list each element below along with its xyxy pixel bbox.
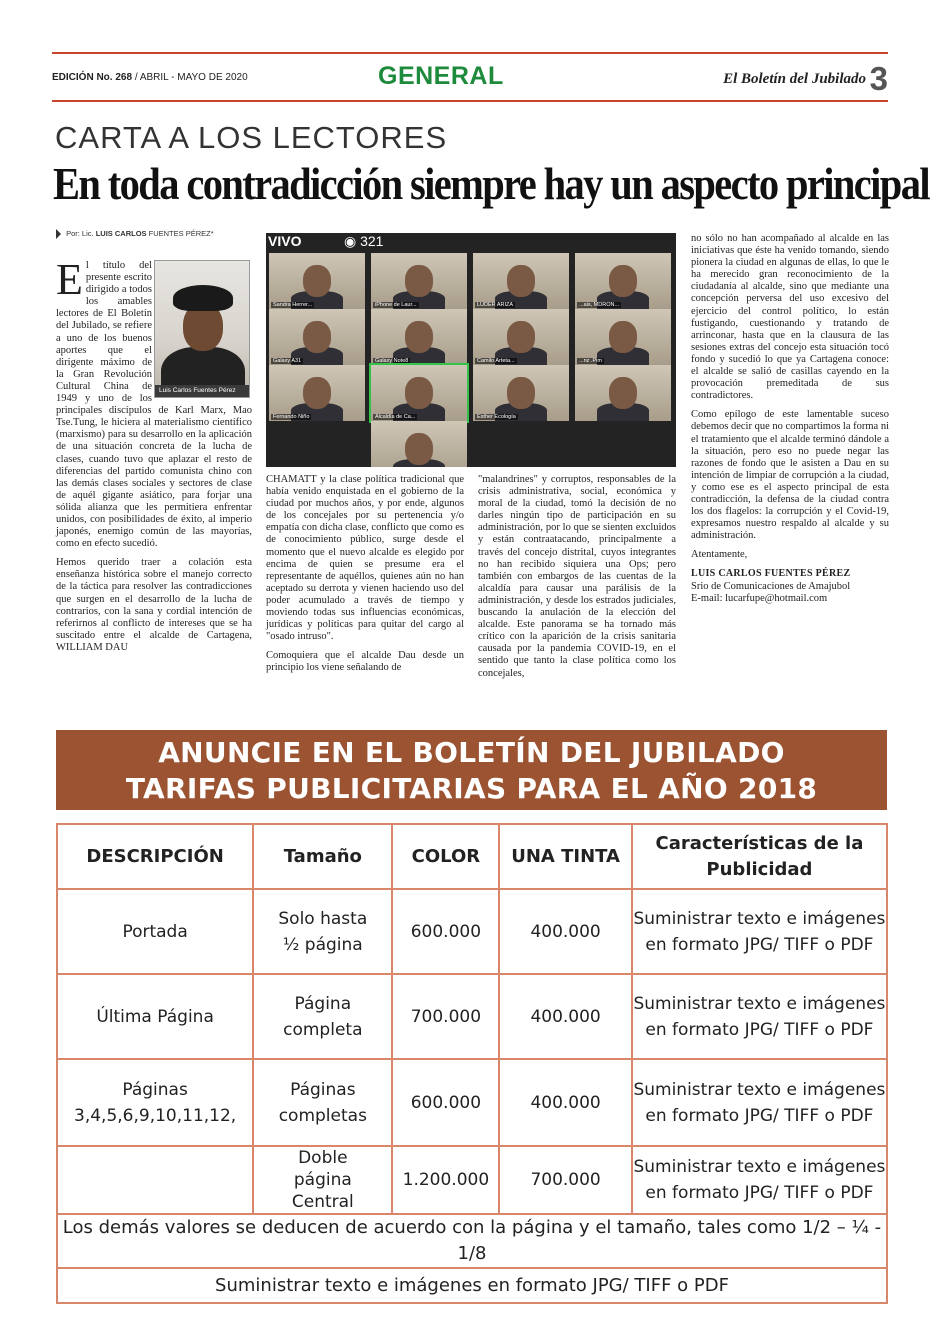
participant-name: Sandra Herrer... xyxy=(273,302,313,308)
video-tile xyxy=(473,253,569,309)
byline-rest: FUENTES PÉREZ* xyxy=(148,229,214,238)
masthead: El Boletín del Jubilado xyxy=(723,71,866,87)
table-note-2: Suministrar texto e imágenes en formato JPG/ TIFF o PDF xyxy=(57,1268,887,1303)
row-size: Página completa xyxy=(253,974,392,1059)
page-number: 3 xyxy=(869,60,888,97)
row-color-price: 700.000 xyxy=(392,974,499,1059)
header-rule xyxy=(52,100,888,102)
video-tile xyxy=(371,365,467,421)
participant-name: LUDER ARIZA xyxy=(477,302,514,308)
top-rule xyxy=(52,52,888,54)
table-note-row xyxy=(57,1268,887,1303)
video-tile xyxy=(473,365,569,421)
row-color-price: 1.200.000 xyxy=(392,1146,499,1214)
header-one-ink: UNA TINTA xyxy=(499,824,632,889)
participant-name: Camilo Arteta... xyxy=(477,358,515,364)
row-one-ink-price: 400.000 xyxy=(499,1059,632,1146)
row-size: Doble página Central xyxy=(253,1146,392,1214)
closing: Atentamente, xyxy=(691,549,748,561)
video-tile xyxy=(575,309,671,365)
article-column-4 xyxy=(691,233,889,605)
col1-paragraph-2: Hemos querido traer a colación esta enseñanza histórica sobre el manejo correcto de la táctica para resolver las contradicciones que surgen en el desarrollo de la lucha de contrarios, con la sana y cordial intención de referirnos al conflicto de intereses que se ha suscitado entre el alcalde de Cartagena, WILLIAM DAU xyxy=(56,557,252,653)
participant-name: ...nz .Pim xyxy=(579,358,602,364)
participant-face xyxy=(609,321,637,353)
ad-banner-line-1: ANUNCIE EN EL BOLETÍN DEL JUBILADO xyxy=(158,736,785,769)
portrait-hat xyxy=(173,285,233,311)
participant-name: Galaxy Note8 xyxy=(375,358,409,364)
table-note-1: Los demás valores se deducen de acuerdo con la página y el tamaño, tales como 1/2 – ¼ - 1/8 xyxy=(57,1214,887,1268)
participant-face xyxy=(405,433,433,465)
edition-date: / ABRIL - MAYO DE 2020 xyxy=(134,72,248,83)
table-row xyxy=(57,974,887,1059)
row-features: Suministrar texto e imágenes en formato JPG/ TIFF o PDF xyxy=(632,1059,887,1146)
participant-face xyxy=(507,321,535,353)
article-column-3 xyxy=(478,474,676,687)
participant-name: ...ais, MDRON... xyxy=(579,302,620,308)
row-color-price: 600.000 xyxy=(392,889,499,974)
header-features: Características de la Publicidad xyxy=(632,824,887,889)
author-portrait xyxy=(154,260,250,398)
table-header-row xyxy=(57,824,887,889)
video-tile xyxy=(269,253,365,309)
article-headline: En toda contradicción siempre hay un aspecto principal xyxy=(53,159,929,209)
participant-face xyxy=(405,377,433,409)
article-kicker: CARTA A LOS LECTORES xyxy=(55,120,448,155)
drop-cap: E xyxy=(56,255,83,304)
portrait-caption: Luis Carlos Fuentes Pérez xyxy=(155,385,249,397)
row-one-ink-price: 400.000 xyxy=(499,974,632,1059)
edition-info xyxy=(52,72,248,83)
video-tile xyxy=(269,309,365,365)
header-color: COLOR xyxy=(392,824,499,889)
video-tile xyxy=(473,309,569,365)
zoom-topbar xyxy=(266,233,676,249)
row-features: Suministrar texto e imágenes en formato JPG/ TIFF o PDF xyxy=(632,1146,887,1214)
row-size: Páginas completas xyxy=(253,1059,392,1146)
video-tile xyxy=(371,309,467,365)
col3-paragraph-1: "malandrines" y corruptos, responsables de la crisis administrativa, social, económica y moral de la ciudad, tomó la decisión de no darles ningún tipo de participación en su administración, por lo que se sienten excluidos y están contraatacando, principalmente a través del concejo distrital, cuyos integrantes no han recibido siquiera una Ops; pero también con embargos de las cuentas de la alcaldía para causar una parálisis de la administración, y desde los estrados judiciales, buscando la anulación de la elección del alcalde. Este panorama se ha tornado más crítico con la aparición de la crisis sanitaria causada por la pandemia COVID-19, en el sentido que tanto la clase política como los concejales, xyxy=(478,474,676,679)
viewer-count: ◉ 321 xyxy=(344,233,384,249)
row-description xyxy=(57,1146,253,1214)
participant-face xyxy=(303,377,331,409)
participant-face xyxy=(609,377,637,409)
byline xyxy=(56,229,214,239)
participant-face xyxy=(609,265,637,297)
row-features: Suministrar texto e imágenes en formato JPG/ TIFF o PDF xyxy=(632,889,887,974)
participant-face xyxy=(507,377,535,409)
row-description: Última Página xyxy=(57,974,253,1059)
signature-email: E-mail: lucarfupe@hotmail.com xyxy=(691,592,828,604)
byline-prefix: Por: Lic. xyxy=(66,229,94,238)
participant-face xyxy=(303,321,331,353)
signature-name: LUIS CARLOS FUENTES PÉREZ xyxy=(691,568,851,580)
edition-label: EDICIÓN No. 268 xyxy=(52,72,133,83)
video-tile xyxy=(269,365,365,421)
row-size: Solo hasta ½ página xyxy=(253,889,392,974)
participant-face xyxy=(405,321,433,353)
col2-paragraph-1: CHAMATT y la clase política tradicional que había venido enquistada en el gobierno de la ciudad por muchos años, y por ende, algunos de los concejales por su pertenencia y/o empatía con dicha clase, conflicto que como es de conocimiento público, surge desde el momento que el nuevo alcalde es elegido por encima de quien se presume era el representante de aquéllos, quienes aún no han aceptado su derrota y vienen haciendo uso del poder acumulado a través de tiempo y moviendo todas sus influencias económicas, jurídicas y políticas para quitar del cargo al "osado intruso". xyxy=(266,474,464,643)
participant-name: Galaxy A31 xyxy=(273,358,302,364)
participant-name: Fernando Niño xyxy=(273,414,310,420)
ad-banner-line-2: TARIFAS PUBLICITARIAS PARA EL AÑO 2018 xyxy=(125,772,818,805)
participant-face xyxy=(405,265,433,297)
rates-table xyxy=(56,823,888,1304)
live-label: VIVO xyxy=(268,233,302,249)
video-tile xyxy=(575,365,671,421)
col1-paragraph-1: l título del presente escrito dirigido a todos los amables lectores de El Boletín del Jubilado, se refiere a uno de los buenos aportes que el dirigente máximo de la Gran Revolución Cultural China de 1949 y uno de los principales discípulos de Karl Marx, Mao Tse.Tung, le hiciera al materialismo científico (marxismo) para su desarrollo en la aplicación de una situación concreta de la lucha de clases, cuando tuvo que aplazar el resto de diferencias del partido comunista chino con las demás clases sociales y sectores de clase de aquél gigante asiático, para forjar una sólida alianza que les permitiera enfrentar unidos, con posibilidades de éxito, al imperio japonés, enemigo común de las mayorías, como en efecto sucedió. xyxy=(56,260,252,550)
header-description: DESCRIPCIÓN xyxy=(57,824,253,889)
table-row xyxy=(57,1146,887,1214)
video-tile xyxy=(371,253,467,309)
row-one-ink-price: 400.000 xyxy=(499,889,632,974)
participant-face xyxy=(507,265,535,297)
header-size: Tamaño xyxy=(253,824,392,889)
byline-name: LUIS CARLOS xyxy=(95,229,147,238)
participant-name: iPhone de Laur... xyxy=(375,302,417,308)
participant-name: Alcaldía de Ca... xyxy=(375,414,416,420)
table-row xyxy=(57,1059,887,1146)
ad-banner xyxy=(56,730,887,810)
section-title: GENERAL xyxy=(378,62,504,90)
row-features: Suministrar texto e imágenes en formato JPG/ TIFF o PDF xyxy=(632,974,887,1059)
zoom-meeting-photo xyxy=(266,233,676,467)
signature-role: Srio de Comunicaciones de Amajubol xyxy=(691,580,851,592)
row-one-ink-price: 700.000 xyxy=(499,1146,632,1214)
video-tile xyxy=(575,253,671,309)
col2-paragraph-2: Comoquiera que el alcalde Dau desde un principio los viene señalando de xyxy=(266,650,464,674)
table-row xyxy=(57,889,887,974)
article-column-2 xyxy=(266,474,464,682)
row-description: Páginas 3,4,5,6,9,10,11,12, xyxy=(57,1059,253,1146)
video-tile xyxy=(371,421,467,467)
table-note-row xyxy=(57,1214,887,1268)
page-header xyxy=(52,62,888,98)
row-color-price: 600.000 xyxy=(392,1059,499,1146)
participant-name: Esther Ecología xyxy=(477,414,516,420)
col4-paragraph-1: no sólo no han acompañado al alcalde en las iniciativas que éste ha venido tomando, siendo pionera la ciudad en algunas de ellas, lo que le ha merecido gran reconocimiento de la ciudadanía al alcalde, sino que mediante una concepción perversa del uso excesivo del ejercicio del control político, lo están fustigando, cuestionando y tratando de arrinconar, hasta que en la clausura de las sesiones extras del concejo esta situación tocó fondo y sucedió lo que ya Cartagena conoce: el alcalde se salió de casillas cayendo en la provocación premeditada de sus contradictores. xyxy=(691,233,889,402)
participant-face xyxy=(303,265,331,297)
col4-paragraph-2: Como epílogo de este lamentable suceso debemos decir que no compartimos la forma ni el tratamiento que el alcalde terminó dándole a la situación, pero eso no puede negar las razones de fondo que le asisten a Dau en su intención de limpiar de corrupción a la ciudad, y como ese es el aspecto principal de esta contradicción, la defensa de la ciudad contra los dos flagelos: la corrupción y el Covid-19, expresamos nuestro respaldo al alcalde y su administración. xyxy=(691,409,889,542)
row-description: Portada xyxy=(57,889,253,974)
byline-triangle-icon xyxy=(56,229,61,239)
